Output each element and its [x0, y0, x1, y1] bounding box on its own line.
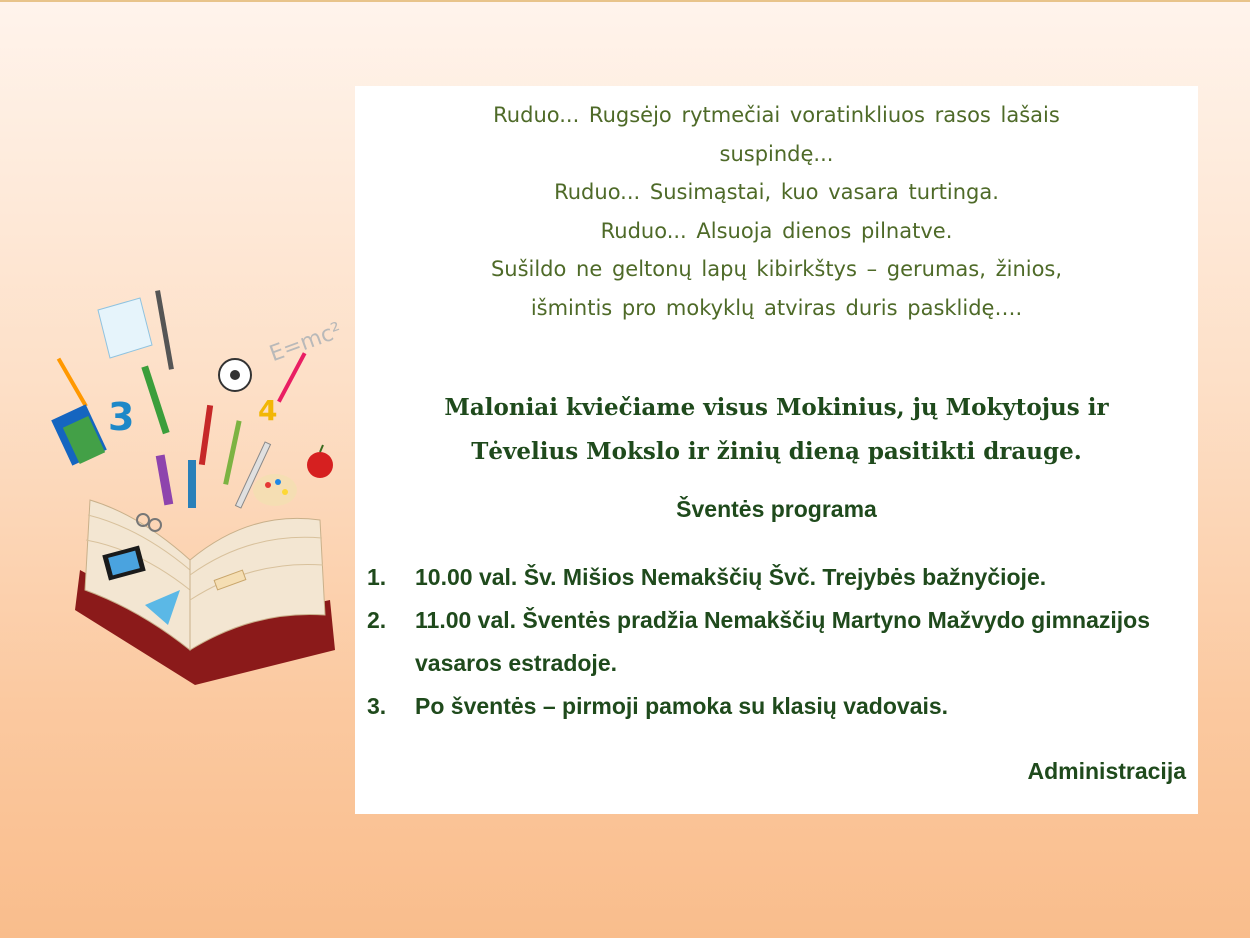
- program-item-number: 2.: [367, 607, 387, 633]
- program-list: [367, 556, 1187, 728]
- invitation-line-2: Tėvelius Mokslo ir žinių dieną pasitikti drauge.: [471, 438, 1082, 465]
- poem-line: suspindę...: [719, 141, 834, 166]
- signature: Administracija: [1027, 758, 1186, 784]
- program-item-text: 11.00 val. Šventės pradžia Nemakščių Martyno Mažvydo gimnazijos vasaros estradoje.: [415, 607, 1151, 676]
- program-item-number: 3.: [367, 693, 387, 719]
- svg-text:3: 3: [108, 395, 135, 439]
- program-item-text: 10.00 val. Šv. Mišios Nemakščių Švč. Trejybės bažnyčioje.: [415, 564, 1047, 590]
- program-item: [367, 599, 1187, 685]
- invitation-line-1: Maloniai kviečiame visus Mokinius, jų Mokytojus ir: [444, 394, 1109, 421]
- invitation-card: [355, 86, 1198, 814]
- poem-line: išmintis pro mokyklų atviras duris pasklidę….: [530, 295, 1023, 320]
- poem-line: Ruduo... Susimąstai, kuo vasara turtinga.: [554, 180, 999, 204]
- poem: [355, 96, 1198, 327]
- program-item: [367, 556, 1187, 599]
- program-item-text: Po šventės – pirmoji pamoka su klasių vadovais.: [415, 693, 949, 719]
- svg-text:4: 4: [258, 394, 278, 427]
- program-item: [367, 685, 1187, 728]
- poem-line: Ruduo... Alsuoja dienos pilnatve.: [600, 218, 953, 243]
- program-item-number: 1.: [367, 564, 387, 590]
- poem-line: Ruduo... Rugsėjo rytmečiai voratinkliuos rasos lašais: [493, 103, 1060, 127]
- poem-line: Sušildo ne geltonų lapų kibirkštys – gerumas, žinios,: [490, 257, 1063, 281]
- invitation-text: [355, 386, 1198, 474]
- program-title: Šventės programa: [676, 496, 877, 522]
- open-book-with-school-supplies-icon: [40, 270, 350, 700]
- formula-text: E=mc²: [266, 318, 346, 368]
- top-border: [0, 0, 1250, 2]
